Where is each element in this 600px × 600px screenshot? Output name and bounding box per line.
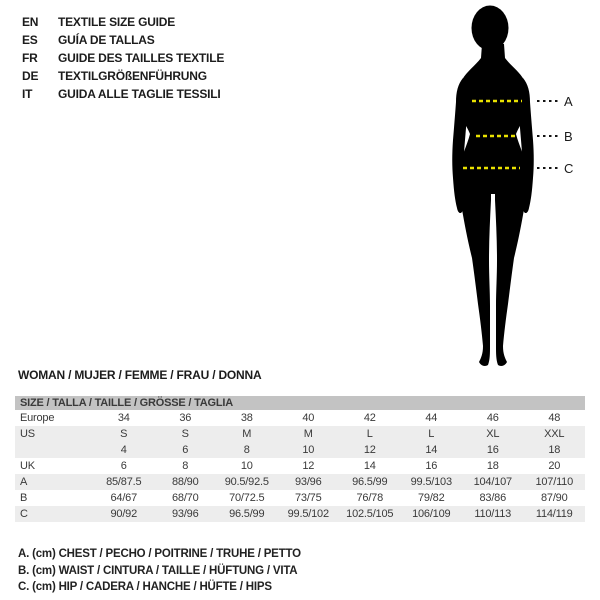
language-row-fr (22, 49, 224, 67)
size-cell: L (428, 428, 435, 440)
size-cell: 44 (425, 412, 438, 424)
size-cell: 96.5/99 (352, 476, 388, 488)
row-label (15, 442, 93, 458)
size-cell: 114/119 (535, 508, 573, 520)
size-cell: 8 (182, 460, 189, 472)
row-label: C (20, 508, 28, 520)
size-cell: 6 (120, 460, 127, 472)
size-cell: 64/67 (110, 492, 138, 504)
size-cell: L (366, 428, 373, 440)
table-row-europe (15, 410, 585, 426)
legend-line-a: A. (cm) CHEST / PECHO / POITRINE / TRUHE / PETTO (18, 548, 301, 560)
size-cell: 18 (548, 444, 561, 456)
language-code: IT (22, 87, 33, 101)
size-cell: 93/96 (171, 508, 199, 520)
table-row-us (15, 426, 585, 442)
silhouette-right-leg (495, 168, 526, 366)
legend-line-b: B. (cm) WAIST / CINTURA / TAILLE / HÜFTUNG / VITA (18, 564, 298, 577)
size-cell: 102.5/105 (346, 508, 394, 520)
language-title: TEXTILE SIZE GUIDE (58, 15, 176, 29)
language-title: GUÍA DE TALLAS (58, 33, 155, 47)
size-cell: M (242, 428, 252, 440)
language-row-de (22, 67, 224, 85)
table-row-c (15, 506, 585, 522)
row-label: US (20, 428, 35, 440)
size-cell: 99.5/102 (287, 508, 329, 520)
size-cell: XL (486, 428, 500, 440)
table-row-a (15, 474, 585, 490)
size-cell: 10 (302, 444, 315, 456)
size-cell: 20 (548, 460, 561, 472)
size-cell: 107/110 (535, 476, 574, 488)
size-cell: 46 (486, 412, 499, 424)
table-row-b (15, 490, 585, 506)
size-cell: 40 (302, 412, 315, 424)
woman-silhouette (452, 6, 534, 367)
size-cell: 16 (486, 444, 499, 456)
size-cell: 16 (425, 460, 438, 472)
size-cell: XXL (544, 428, 565, 440)
size-table-header: SIZE / TALLA / TAILLE / GRÖSSE / TAGLIA (15, 396, 585, 410)
table-row-uk (15, 458, 585, 474)
measure-label-A: A (564, 94, 573, 109)
language-row-es (22, 31, 224, 49)
size-cell: 42 (363, 412, 376, 424)
size-cell: S (181, 428, 189, 440)
size-cell: 76/78 (356, 492, 384, 504)
size-cell: 73/75 (294, 492, 322, 504)
size-cell: 8 (243, 444, 250, 456)
measure-label-B: B (564, 129, 573, 144)
measure-label-C: C (564, 161, 574, 176)
size-cell: 18 (486, 460, 499, 472)
figure-area (440, 0, 600, 378)
size-cell: S (120, 428, 128, 440)
silhouette-head (472, 6, 509, 51)
row-label: A (20, 476, 28, 488)
size-cell: 93/96 (294, 476, 322, 488)
woman-silhouette-figure (440, 0, 600, 378)
language-row-en (22, 13, 224, 31)
size-cell: 38 (240, 412, 253, 424)
size-table (15, 396, 585, 522)
language-title: GUIDA ALLE TAGLIE TESSILI (58, 87, 221, 101)
size-cell: 34 (117, 412, 130, 424)
language-code: FR (22, 51, 38, 65)
row-label: UK (20, 460, 35, 472)
language-title: TEXTILGRÖßENFÜHRUNG (58, 69, 207, 83)
row-label: B (20, 492, 28, 504)
size-cell: 68/70 (171, 492, 199, 504)
table-row-us-numeric (15, 442, 585, 458)
size-cell: 110/113 (474, 508, 512, 520)
language-code: DE (22, 69, 39, 83)
size-cell: 90/92 (110, 508, 138, 520)
language-title: GUIDE DES TAILLES TEXTILE (58, 51, 225, 65)
size-cell: 104/107 (473, 476, 512, 488)
size-cell: 70/72.5 (229, 492, 265, 504)
language-code: ES (22, 33, 38, 47)
language-row-it (22, 85, 224, 103)
size-cell: 96.5/99 (229, 508, 265, 520)
size-cell: 88/90 (171, 476, 199, 488)
size-cell: 36 (179, 412, 192, 424)
language-code: EN (22, 15, 39, 29)
size-cell: 12 (302, 460, 315, 472)
size-table-body (15, 410, 585, 522)
silhouette-left-leg (460, 168, 491, 366)
size-cell: 12 (363, 444, 376, 456)
size-cell: 90.5/92.5 (224, 476, 269, 488)
size-cell: 48 (548, 412, 561, 424)
size-cell: 4 (120, 444, 127, 456)
silhouette-torso (457, 44, 528, 194)
size-cell: 6 (182, 444, 189, 456)
size-cell: 10 (240, 460, 253, 472)
size-cell: 87/90 (540, 492, 568, 504)
legend-line-c: C. (cm) HIP / CADERA / HANCHE / HÜFTE / HIPS (18, 581, 272, 593)
size-cell: 14 (425, 444, 438, 456)
size-cell: 79/82 (417, 492, 445, 504)
size-cell: 85/87.5 (106, 476, 142, 488)
language-title-list (22, 13, 224, 103)
size-cell: 106/109 (412, 508, 451, 520)
size-cell: 99.5/103 (410, 476, 452, 488)
size-cell: 14 (363, 460, 376, 472)
measurement-legend (18, 546, 301, 596)
group-title: WOMAN / MUJER / FEMME / FRAU / DONNA (18, 368, 262, 382)
size-cell: 83/86 (479, 492, 507, 504)
size-cell: M (303, 428, 313, 440)
row-label: Europe (20, 412, 55, 424)
